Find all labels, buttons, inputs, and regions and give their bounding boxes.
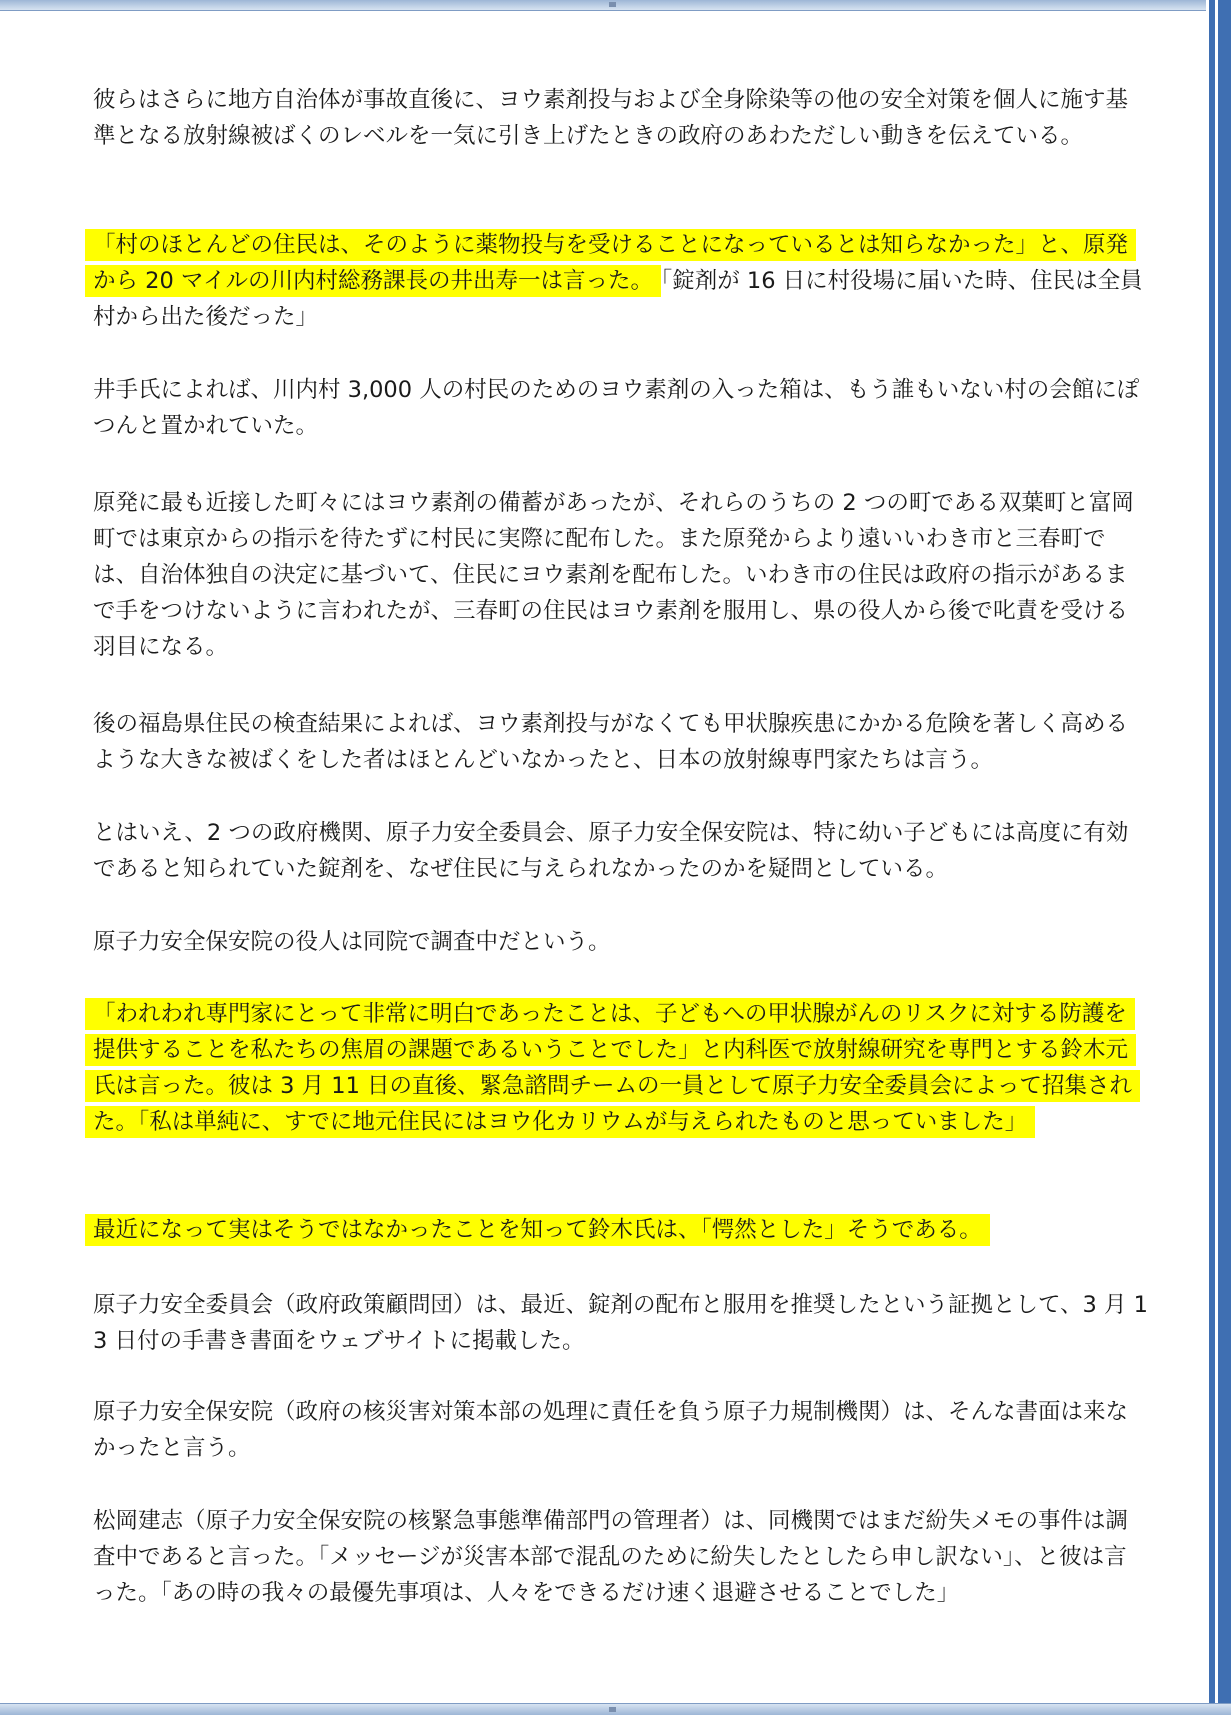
paragraph-12: 松岡建志（原子力安全保安院の核緊急事態準備部門の管理者）は、同機関ではまだ紛失メモの事件は調査中であると言った。「メッセージが災害本部で混乱のために紛失したとしたら申し訳ない」、と彼は言った。「あの時の我々の最優先事項は、人々をできるだけ速く退避させることでした」: [93, 1508, 1129, 1606]
resize-grip-icon[interactable]: [609, 1707, 616, 1712]
paragraph-11: 原子力安全保安院（政府の核災害対策本部の処理に責任を負う原子力規制機関）は、そんな書面は来なかったと言う。: [93, 1399, 1129, 1461]
paragraph-9: [93, 1212, 1148, 1248]
paragraph-7: 原子力安全保安院の役人は同院で調査中だという。: [93, 929, 611, 955]
highlighted-quote: 「村のほとんどの住民は、そのように薬物投与を受けることになっているとは知らなかった」と、原発から 20 マイルの川内村総務課長の井出寿一は言った。: [85, 229, 1136, 297]
paragraph-5: 後の福島県住民の検査結果によれば、ヨウ素剤投与がなくても甲状腺疾患にかかる危険を著しく高めるような大きな被ばくをした者はほとんどいなかったと、日本の放射線専門家たちは言う。: [93, 711, 1129, 773]
highlighted-sentence: 最近になって実はそうではなかったことを知って鈴木氏は、「愕然とした」そうである。: [85, 1214, 990, 1246]
paragraph-2: 「村のほとんどの住民は、そのように薬物投与を受けることになっているとは知らなかった」と、原発から 20 マイルの川内村総務課長の井出寿一は言った。 「錠剤が 16 日に村役場に届いた時、住民は全員村から出た後だった」: [93, 227, 1148, 335]
resize-grip-icon[interactable]: [609, 2, 616, 7]
window-right-border: [1206, 0, 1231, 1714]
paragraph-6: とはいえ、2 つの政府機関、原子力安全委員会、原子力安全保安院は、特に幼い子どもには高度に有効であると知られていた錠剤を、なぜ住民に与えられなかったのかを疑問としている。: [93, 820, 1129, 882]
window-top-border: [0, 0, 1231, 11]
paragraph-3: 井手氏によれば、川内村 3,000 人の村民のためのヨウ素剤の入った箱は、もう誰もいない村の会館にぽつんと置かれていた。: [93, 377, 1140, 439]
paragraph-8: [93, 996, 1148, 1140]
window-bottom-border: [0, 1703, 1231, 1715]
highlighted-quote: 「われわれ専門家にとって非常に明白であったことは、子どもへの甲状腺がんのリスクに対する防護を提供することを私たちの焦眉の課題であるいうことでした」と内科医で放射線研究を専門とする鈴木元氏は言った。彼は 3 月 11 日の直後、緊急諮問チームの一員として原子力安全委員会によって招集された。「私は単純に、すでに地元住民にはヨウ化カリウムが与えられたものと思っていました」: [85, 998, 1140, 1138]
paragraph-1: 彼らはさらに地方自治体が事故直後に、ヨウ素剤投与および全身除染等の他の安全対策を個人に施す基準となる放射線被ばくのレベルを一気に引き上げたときの政府のあわただしい動きを伝えている。: [93, 87, 1129, 149]
paragraph-4: 原発に最も近接した町々にはヨウ素剤の備蓄があったが、それらのうちの 2 つの町である双葉町と富岡町では東京からの指示を待たずに村民に実際に配布した。また原発からより遠いいわき市と三春町では、自治体独自の決定に基づいて、住民にヨウ素剤を配布した。いわき市の住民は政府の指示があるまで手をつけないように言われたが、三春町の住民はヨウ素剤を服用し、県の役人から後で叱責を受ける羽目になる。: [93, 490, 1134, 660]
paragraph-10: 原子力安全委員会（政府政策顧問団）は、最近、錠剤の配布と服用を推奨したという証拠として、3 月 13 日付の手書き書面をウェブサイトに掲載した。: [93, 1292, 1148, 1354]
